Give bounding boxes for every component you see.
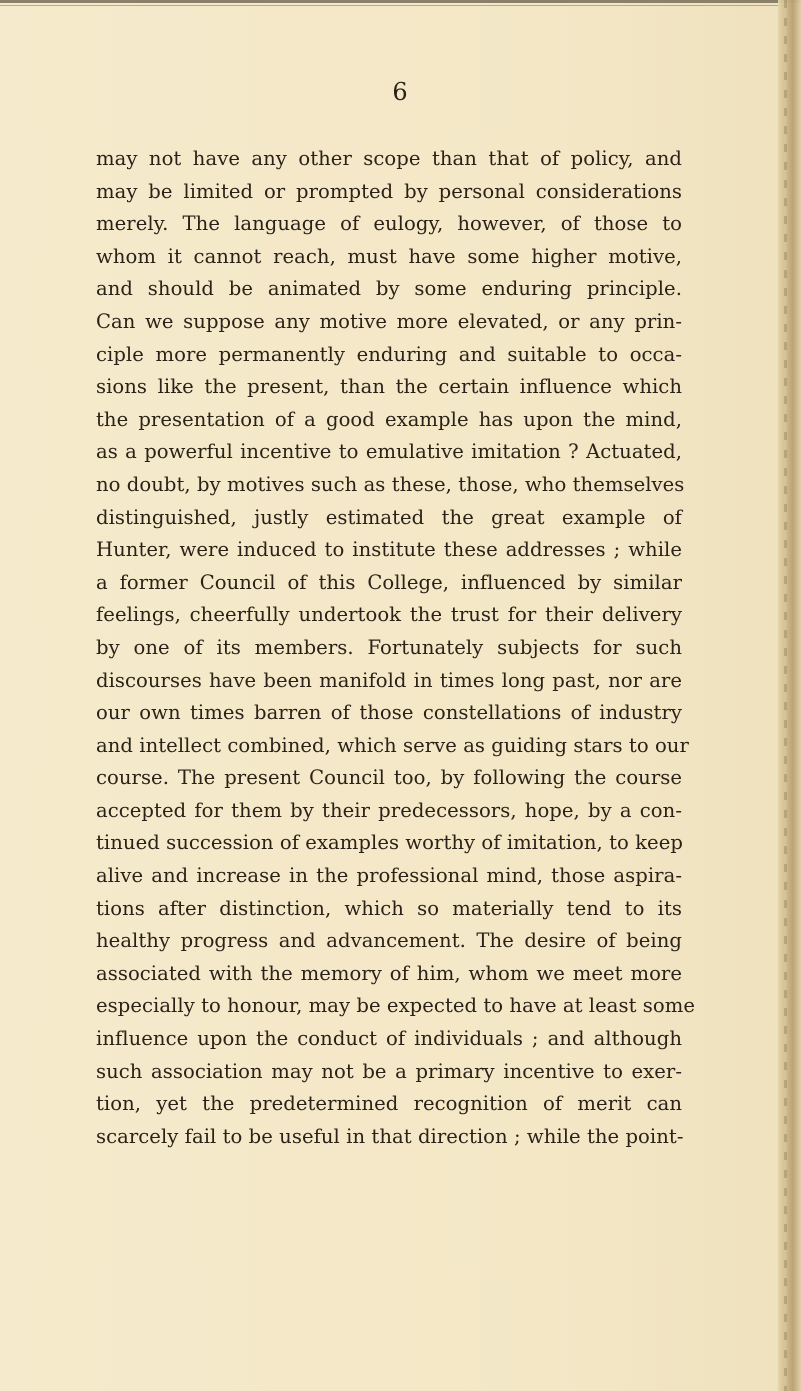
text-line: associated with the memory of him, whom we meet more <box>96 961 682 985</box>
text-line: Hunter, were induced to institute these addresses ; while <box>96 538 682 562</box>
text-line: whom it cannot reach, must have some higher motive, <box>96 244 682 268</box>
text-line: distinguished, justly estimated the great example of <box>96 505 682 529</box>
text-line: Can we suppose any motive more elevated, or any prin- <box>96 309 682 333</box>
text-line: by one of its members. Fortunately subjects for such <box>96 635 682 659</box>
text-line: scarcely fail to be useful in that direction ; while the point- <box>96 1124 684 1148</box>
text-line: healthy progress and advancement. The desire of being <box>96 929 682 953</box>
text-line: may be limited or prompted by personal considerations <box>96 179 682 203</box>
text-line: such association may not be a primary incentive to exer- <box>96 1059 682 1083</box>
page-top-thin-line <box>0 5 801 6</box>
page-right-edge-shadow <box>778 0 801 1391</box>
body-text <box>96 143 696 1153</box>
text-line: course. The present Council too, by following the course <box>96 766 682 790</box>
text-line: tions after distinction, which so materially tend to its <box>96 896 682 920</box>
text-line: tion, yet the predetermined recognition of merit can <box>96 1092 682 1116</box>
text-line: discourses have been manifold in times long past, nor are <box>96 668 682 692</box>
page-number: 6 <box>392 78 409 106</box>
text-line: may not have any other scope than that of policy, and <box>96 147 682 170</box>
text-line: as a powerful incentive to emulative imitation ? Actuated, <box>96 440 682 464</box>
text-line: accepted for them by their predecessors, hope, by a con- <box>96 798 682 822</box>
text-line: and intellect combined, which serve as guiding stars to our <box>96 733 689 757</box>
text-line: merely. The language of eulogy, however, of those to <box>96 212 682 236</box>
text-line: ciple more permanently enduring and suitable to occa- <box>96 342 682 366</box>
text-line: and should be animated by some enduring principle. <box>96 277 682 301</box>
page-top-edge-line <box>0 0 801 3</box>
text-line: sions like the present, than the certain influence which <box>96 375 682 399</box>
text-line: feelings, cheerfully undertook the trust for their delivery <box>96 603 682 627</box>
text-line: tinued succession of examples worthy of imitation, to keep <box>96 831 683 855</box>
text-line: the presentation of a good example has upon the mind, <box>96 407 682 431</box>
text-line: alive and increase in the professional mind, those aspira- <box>96 864 682 888</box>
text-line: a former Council of this College, influenced by similar <box>96 570 682 594</box>
text-line: our own times barren of those constellations of industry <box>96 701 682 725</box>
text-line: no doubt, by motives such as these, those, who themselves <box>96 472 685 496</box>
text-line: especially to honour, may be expected to have at least some <box>96 994 696 1018</box>
text-line: influence upon the conduct of individuals ; and although <box>96 1027 682 1051</box>
